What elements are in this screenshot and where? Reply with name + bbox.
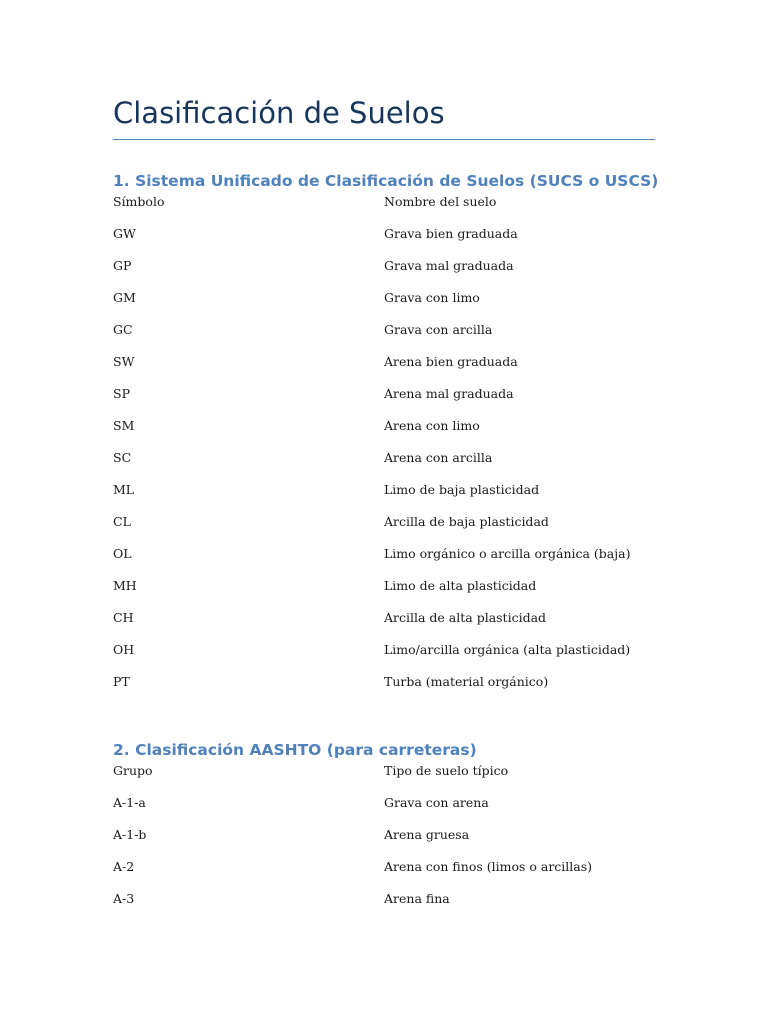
soil-symbol: ML bbox=[113, 482, 135, 497]
soil-symbol: CL bbox=[113, 514, 131, 529]
table-row bbox=[113, 225, 673, 257]
table-row bbox=[113, 826, 673, 858]
column-header-soil-name: Nombre del suelo bbox=[384, 194, 497, 209]
table-row bbox=[113, 641, 673, 673]
soil-name: Grava con limo bbox=[384, 290, 480, 305]
soil-symbol: OH bbox=[113, 642, 135, 657]
soil-name: Arcilla de alta plasticidad bbox=[384, 610, 547, 625]
soil-name: Arena con arcilla bbox=[384, 450, 493, 465]
soil-symbol: SM bbox=[113, 418, 135, 433]
table-row bbox=[113, 481, 673, 513]
table-row bbox=[113, 257, 673, 289]
table-row bbox=[113, 890, 673, 922]
soil-name: Arcilla de baja plasticidad bbox=[384, 514, 549, 529]
soil-symbol: SC bbox=[113, 450, 132, 465]
soil-symbol: GP bbox=[113, 258, 132, 273]
soil-name: Limo de baja plasticidad bbox=[384, 482, 540, 497]
soil-type: Arena gruesa bbox=[384, 827, 470, 842]
table-row bbox=[113, 417, 673, 449]
soil-name: Limo/arcilla orgánica (alta plasticidad) bbox=[384, 642, 631, 657]
soil-name: Arena con limo bbox=[384, 418, 480, 433]
soil-name: Arena bien graduada bbox=[384, 354, 518, 369]
soil-type: Arena fina bbox=[384, 891, 450, 906]
soil-group: A-1-b bbox=[113, 827, 147, 842]
table-row bbox=[113, 353, 673, 385]
table-row bbox=[113, 385, 673, 417]
page-title: Clasificación de Suelos bbox=[113, 96, 445, 130]
soil-symbol: CH bbox=[113, 610, 134, 625]
aashto-section bbox=[113, 739, 673, 922]
table-row bbox=[113, 609, 673, 641]
soil-symbol: PT bbox=[113, 674, 130, 689]
soil-symbol: MH bbox=[113, 578, 137, 593]
soil-symbol: GW bbox=[113, 226, 136, 241]
soil-symbol: GM bbox=[113, 290, 136, 305]
soil-group: A-3 bbox=[113, 891, 135, 906]
table-row bbox=[113, 513, 673, 545]
table-row bbox=[113, 289, 673, 321]
column-header-symbol: Símbolo bbox=[113, 194, 165, 209]
soil-name: Grava mal graduada bbox=[384, 258, 514, 273]
soil-group: A-1-a bbox=[113, 795, 146, 810]
table-header-row bbox=[113, 762, 673, 794]
soil-name: Grava bien graduada bbox=[384, 226, 518, 241]
soil-symbol: GC bbox=[113, 322, 133, 337]
soil-name: Grava con arcilla bbox=[384, 322, 493, 337]
column-header-group: Grupo bbox=[113, 763, 153, 778]
table-row bbox=[113, 545, 673, 577]
soil-symbol: OL bbox=[113, 546, 132, 561]
soil-symbol: SP bbox=[113, 386, 130, 401]
soil-type: Grava con arena bbox=[384, 795, 489, 810]
soil-type: Arena con finos (limos o arcillas) bbox=[384, 859, 593, 874]
sucs-table bbox=[113, 193, 673, 705]
soil-name: Limo de alta plasticidad bbox=[384, 578, 537, 593]
soil-name: Turba (material orgánico) bbox=[384, 674, 549, 689]
table-header-row bbox=[113, 193, 673, 225]
column-header-soil-type: Tipo de suelo típico bbox=[384, 763, 509, 778]
soil-symbol: SW bbox=[113, 354, 135, 369]
soil-group: A-2 bbox=[113, 859, 135, 874]
soil-name: Arena mal graduada bbox=[384, 386, 514, 401]
table-row bbox=[113, 858, 673, 890]
section-heading-sucs: 1. Sistema Unificado de Clasificación de Suelos (SUCS o USCS) bbox=[113, 172, 659, 190]
table-row bbox=[113, 673, 673, 705]
title-underline-rule bbox=[113, 139, 655, 140]
table-row bbox=[113, 321, 673, 353]
aashto-table bbox=[113, 762, 673, 922]
soil-name: Limo orgánico o arcilla orgánica (baja) bbox=[384, 546, 631, 561]
table-row bbox=[113, 794, 673, 826]
section-heading-aashto: 2. Clasificación AASHTO (para carreteras) bbox=[113, 741, 477, 759]
sucs-section bbox=[113, 170, 673, 705]
table-row bbox=[113, 577, 673, 609]
table-row bbox=[113, 449, 673, 481]
